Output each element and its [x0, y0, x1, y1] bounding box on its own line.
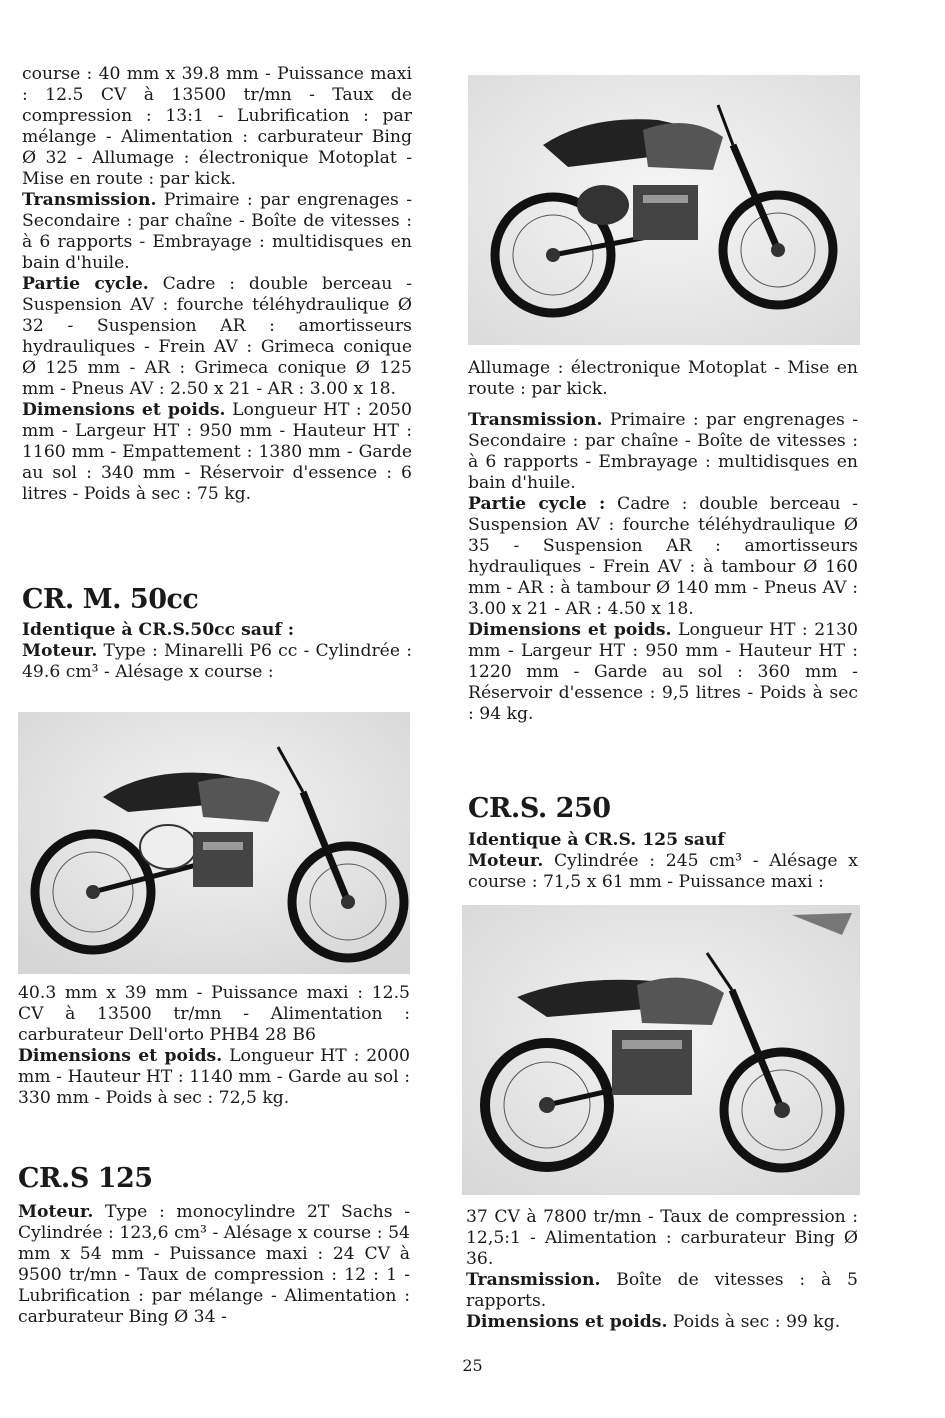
motorcycle-photo-crs50	[468, 75, 860, 345]
crm50-dimensions: Dimensions et poids. Longueur HT : 2000 mm - Hauteur HT : 1140 mm - Garde au sol : 330 mm - Poids à sec : 72,5 kg.	[18, 1046, 410, 1108]
crs250-continued	[466, 1207, 858, 1333]
crm50-continued	[18, 983, 410, 1109]
crs250-transmission: Transmission. Boîte de vitesses : à 5 rapports.	[466, 1270, 858, 1311]
chassis-label: Partie cycle :	[468, 494, 606, 514]
crm50-intro	[22, 620, 412, 683]
left-top-text	[22, 64, 412, 505]
dimensions-label: Dimensions et poids.	[466, 1312, 668, 1332]
engine-label: Moteur.	[22, 641, 98, 661]
crm50-engine: Moteur. Type : Minarelli P6 cc - Cylindrée : 49.6 cm³ - Alésage x course :	[22, 641, 412, 682]
transmission-para: Transmission. Primaire : par engrenages - Secondaire : par chaîne - Boîte de vitesses : à 6 rapports - Embrayage : multidisques en bain d'huile.	[468, 410, 858, 493]
chassis-label: Partie cycle.	[22, 274, 149, 294]
crs250-dimensions: Dimensions et poids. Poids à sec : 99 kg.	[466, 1312, 841, 1332]
crs125-text	[18, 1202, 410, 1328]
transmission-label: Transmission.	[468, 410, 603, 430]
transmission-label: Transmission.	[22, 190, 157, 210]
ignition-para: Allumage : électronique Motoplat - Mise en route : par kick.	[468, 358, 858, 399]
engine-spec-cont: course : 40 mm x 39.8 mm - Puissance maxi : 12.5 CV à 13500 tr/mn - Taux de compression : 13:1 - Lubrification : par mélange - Alimentation : carburateur Bing Ø 32 - Allumage : électronique Motoplat - Mise en route : par kick.	[22, 64, 412, 189]
chassis-para: Partie cycle : Cadre : double berceau - Suspension AV : fourche téléhydraulique Ø 35 - Suspension AR : amortisseurs hydrauliques - Frein AV : à tambour Ø 160 mm - AR : à tambour Ø 140 mm - Pneus AV : 3.00 x 21 - AR : 4.50 x 18.	[468, 494, 858, 619]
dimensions-label: Dimensions et poids.	[18, 1046, 223, 1066]
transmission-para: Transmission. Primaire : par engrenages - Secondaire : par chaîne - Boîte de vitesses : à 6 rapports - Embrayage : multidisques en bain d'huile.	[22, 190, 412, 273]
crm50-subtitle: Identique à CR.S.50cc sauf :	[22, 620, 295, 640]
crs250-engine: Moteur. Cylindrée : 245 cm³ - Alésage x course : 71,5 x 61 mm - Puissance maxi :	[468, 851, 858, 892]
chassis-para: Partie cycle. Cadre : double berceau - Suspension AV : fourche téléhydraulique Ø 32 - Suspension AR : amortisseurs hydrauliques - Frein AV : Grimeca conique Ø 125 mm - AR : Grimeca conique Ø 125 mm - Pneus AV : 2.50 x 21 - AR : 3.00 x 18.	[22, 274, 412, 399]
section-title-crs250: CR.S. 250	[468, 793, 611, 824]
crm50-engine-cont: 40.3 mm x 39 mm - Puissance maxi : 12.5 CV à 13500 tr/mn - Alimentation : carburateur Dell'orto PHB4 28 B6	[18, 983, 410, 1045]
transmission-label: Transmission.	[466, 1270, 601, 1290]
right-top-text	[468, 358, 858, 725]
motorcycle-photo-crs250	[462, 905, 860, 1195]
page-number: 25	[462, 1356, 483, 1375]
crs250-intro	[468, 830, 858, 893]
crs125-engine: Moteur. Type : monocylindre 2T Sachs - Cylindrée : 123,6 cm³ - Alésage x course : 54 mm x 54 mm - Puissance maxi : 24 CV à 9500 tr/mn - Taux de compression : 12 : 1 - Lubrification : par mélange - Alimentation : carburateur Bing Ø 34 -	[18, 1202, 410, 1327]
section-title-crs125: CR.S 125	[18, 1163, 153, 1194]
crs250-engine-cont: 37 CV à 7800 tr/mn - Taux de compression : 12,5:1 - Alimentation : carburateur Bing Ø 36.	[466, 1207, 858, 1269]
dimensions-para: Dimensions et poids. Longueur HT : 2050 mm - Largeur HT : 950 mm - Hauteur HT : 1160 mm - Empattement : 1380 mm - Garde au sol : 340 mm - Réservoir d'essence : 6 litres - Poids à sec : 75 kg.	[22, 400, 412, 504]
section-title-crm50: CR. M. 50cc	[22, 584, 199, 615]
engine-label: Moteur.	[18, 1202, 94, 1222]
motorcycle-photo-crm50	[18, 712, 410, 974]
dimensions-label: Dimensions et poids.	[22, 400, 226, 420]
dimensions-para: Dimensions et poids. Longueur HT : 2130 mm - Largeur HT : 950 mm - Hauteur HT : 1220 mm - Garde au sol : 360 mm - Réservoir d'essence : 9,5 litres - Poids à sec : 94 kg.	[468, 620, 858, 724]
dimensions-label: Dimensions et poids.	[468, 620, 672, 640]
crs250-subtitle: Identique à CR.S. 125 sauf	[468, 830, 725, 850]
engine-label: Moteur.	[468, 851, 544, 871]
